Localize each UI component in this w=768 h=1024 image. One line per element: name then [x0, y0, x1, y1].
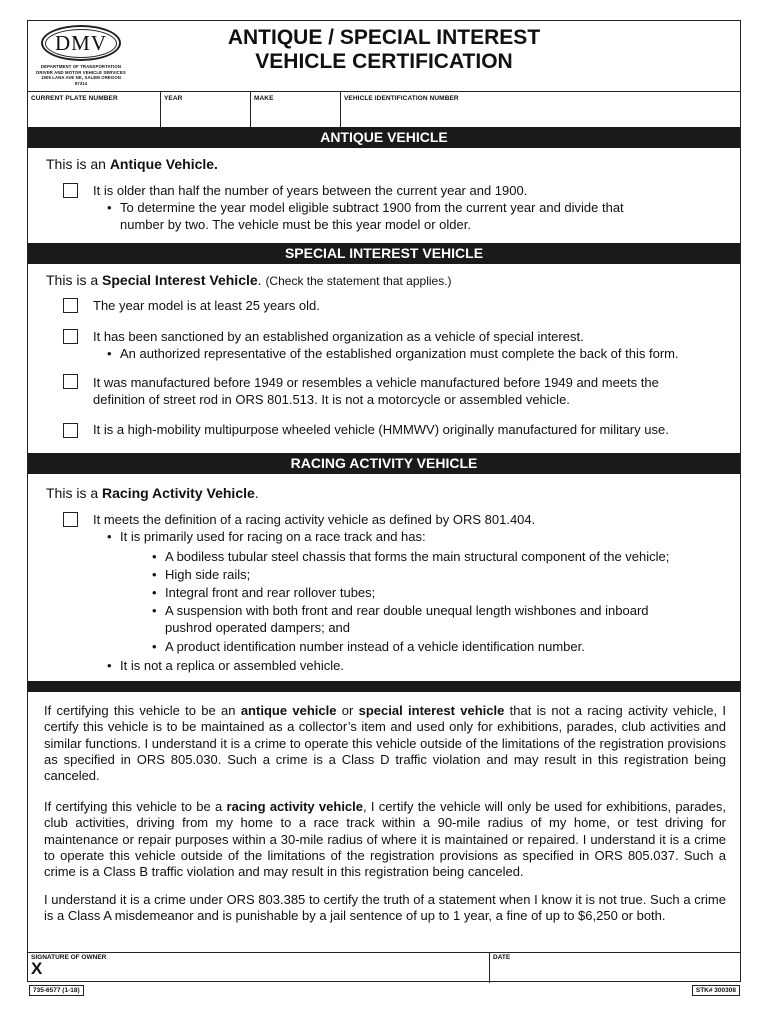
antique-intro-prefix: This is an [46, 156, 110, 172]
cert-p2-c: , I certify the vehicle will only be used for exhibitions, parades, club activities, driving from my home to a race track within a 90-mile radius of my home, or test driving for maintenance or repair purposes within a 30-mile radius of where it is maintained or repaired. I understand it is a crime to operate this vehicle outside of the limitations of the registration provisions as specified in ORS 805.037. Such a crime is a Class B traffic violation and may result in this registration being canceled. [44, 799, 726, 880]
racing-bullet2: • It is not a replica or assembled vehicle. [120, 657, 344, 674]
form-title-line2: VEHICLE CERTIFICATION [255, 50, 513, 73]
stock-number: STK# 300308 [692, 985, 740, 996]
racing-intro-suffix: . [254, 485, 259, 501]
signature-field[interactable] [28, 953, 490, 983]
current-plate-number-field[interactable] [28, 92, 161, 127]
antique-item1: It is older than half the number of years between the current year and 1900. [93, 183, 528, 198]
cert-p1-b: antique vehicle [240, 703, 337, 718]
racing-intro-bold: Racing Activity Vehicle [102, 485, 255, 501]
special-intro-note: (Check the statement that applies.) [265, 274, 452, 288]
antique-section-header: ANTIQUE VEHICLE [28, 127, 740, 148]
current-plate-number-label: CURRENT PLATE NUMBER [31, 95, 118, 102]
special-intro [46, 272, 452, 290]
special-item3-line1: It was manufactured before 1949 or resembles a vehicle manufactured before 1949 and meets the [93, 375, 659, 390]
cert-p2-a: If certifying this vehicle to be a [44, 799, 227, 814]
antique-intro-bold: Antique Vehicle. [109, 156, 218, 172]
racing-sub3: • Integral front and rear rollover tubes; [165, 584, 375, 601]
cert-p1-c: or [336, 703, 359, 718]
vin-label: VEHICLE IDENTIFICATION NUMBER [344, 95, 459, 102]
date-label: DATE [493, 954, 511, 961]
section-divider [28, 681, 740, 692]
dmv-logo-line2: DRIVER AND MOTOR VEHICLE SERVICES [36, 69, 126, 75]
special-item2-bullet: • An authorized representative of the established organization must complete the back of this form. [120, 345, 679, 362]
racing-intro [46, 485, 259, 502]
racing-bullet1: • It is primarily used for racing on a race track and has: [120, 528, 426, 545]
form-frame [27, 20, 741, 982]
vin-field[interactable] [341, 92, 740, 127]
special-checkbox-3[interactable] [63, 374, 78, 389]
special-intro-suffix: . [257, 272, 266, 288]
special-checkbox-2[interactable] [63, 329, 78, 344]
racing-sub4: • A suspension with both front and rear double unequal length wishbones and inboard [165, 602, 649, 619]
form-title [28, 26, 740, 74]
vehicle-info-row [28, 91, 740, 127]
certification-paragraph-2 [44, 799, 726, 880]
form-number: 735-6577 (1-18) [29, 985, 84, 996]
dmv-logo-text: DMV [45, 29, 117, 58]
racing-sub4-cont: pushrod operated dampers; and [165, 620, 351, 635]
dmv-logo-line3: 1905 LANA AVE NE, SALEM OREGON 97314 [41, 75, 121, 86]
date-field[interactable] [490, 953, 740, 983]
antique-checkbox[interactable] [63, 183, 78, 198]
antique-bullet1: • To determine the year model eligible subtract 1900 from the current year and divide that [120, 199, 624, 216]
year-label: YEAR [164, 95, 183, 102]
special-interest-section-header: SPECIAL INTEREST VEHICLE [28, 243, 740, 264]
cert-p2-b: racing activity vehicle [226, 799, 363, 814]
special-item4: It is a high-mobility multipurpose wheeled vehicle (HMMWV) originally manufactured for military use. [93, 422, 669, 437]
signature-x-mark: X [31, 959, 43, 978]
special-item2: It has been sanctioned by an established organization as a vehicle of special interest. [93, 329, 584, 344]
antique-bullet1-cont: number by two. The vehicle must be this year model or older. [120, 217, 471, 232]
special-item1: The year model is at least 25 years old. [93, 298, 320, 313]
dmv-logo-line1: DEPARTMENT OF TRANSPORTATION [40, 64, 122, 69]
racing-sub5: • A product identification number instead of a vehicle identification number. [165, 638, 585, 655]
cert-p1-e: that is not a racing activity vehicle, I certify this vehicle is to be maintained as a collector’s item and used only for exhibitions, parades, club activities and similar functions. I understand it is a crime to operate this vehicle outside of the limitations of the registration provisions as specified in ORS 805.030. Such a crime is a Class D traffic violation and may result in this registration being canceled. [44, 703, 727, 784]
form-title-line1: ANTIQUE / SPECIAL INTEREST [227, 26, 541, 49]
special-item3-line2: definition of street rod in ORS 801.513. It is not a motorcycle or assembled vehicle. [93, 392, 570, 407]
certification-paragraph-3: I understand it is a crime under ORS 803.385 to certify the truth of a statement when I know it is not true. Such a crime is a Class A misdemeanor and is punishable by a jail sentence of up to 1 year, a fine of up to $6,250 or both. [44, 892, 726, 924]
cert-p1-a: If certifying this vehicle to be an [44, 703, 241, 718]
racing-section-header: RACING ACTIVITY VEHICLE [28, 453, 740, 474]
make-field[interactable] [251, 92, 341, 127]
signature-row [28, 952, 740, 983]
racing-sub1: • A bodiless tubular steel chassis that forms the main structural component of the vehicle; [165, 548, 669, 565]
special-intro-bold: Special Interest Vehicle [102, 272, 258, 288]
racing-intro-prefix: This is a [46, 485, 103, 501]
year-field[interactable] [161, 92, 251, 127]
racing-sub2: • High side rails; [165, 566, 250, 583]
racing-checkbox[interactable] [63, 512, 78, 527]
make-label: MAKE [254, 95, 274, 102]
form-header [28, 21, 740, 91]
special-intro-prefix: This is a [46, 272, 103, 288]
special-checkbox-1[interactable] [63, 298, 78, 313]
special-checkbox-4[interactable] [63, 423, 78, 438]
antique-intro [46, 156, 218, 173]
cert-p1-d: special interest vehicle [358, 703, 505, 718]
racing-item1: It meets the definition of a racing activity vehicle as defined by ORS 801.404. [93, 512, 536, 527]
certification-paragraph-1 [44, 703, 726, 784]
signature-label: SIGNATURE OF OWNER [31, 954, 107, 961]
